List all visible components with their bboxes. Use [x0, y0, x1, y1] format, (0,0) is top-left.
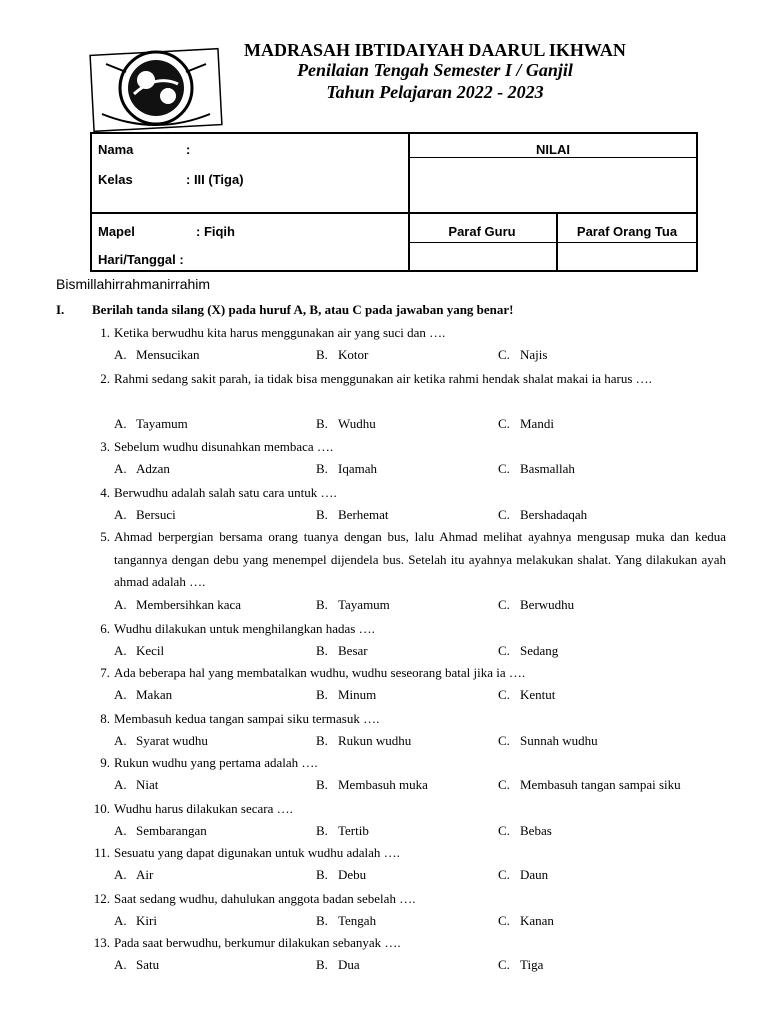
option-letter: A.: [114, 957, 127, 972]
nama-colon: :: [186, 142, 191, 157]
option-letter: B.: [316, 777, 328, 792]
question-item: [86, 888, 726, 911]
option-text: Bershadaqah: [520, 507, 588, 522]
answer-option[interactable]: [316, 687, 376, 703]
option-text: Najis: [520, 347, 548, 362]
option-letter: B.: [316, 823, 328, 838]
option-letter: C.: [498, 416, 510, 431]
option-text: Debu: [338, 867, 367, 882]
question-text: Membasuh kedua tangan sampai siku termasuk ….: [114, 711, 380, 726]
option-text: Basmallah: [520, 461, 575, 476]
mapel-value: : Fiqih: [196, 224, 235, 239]
option-letter: C.: [498, 777, 510, 792]
question-number: 5.: [100, 529, 110, 544]
option-text: Berwudhu: [520, 597, 575, 612]
question-text: Rahmi sedang sakit parah, ia tidak bisa menggunakan air ketika rahmi hendak shalat makai ia harus ….: [114, 371, 652, 386]
option-text: Berhemat: [338, 507, 389, 522]
answer-option[interactable]: [498, 823, 552, 839]
answer-option[interactable]: [316, 867, 366, 883]
question-item: [86, 526, 726, 594]
question-item: [86, 662, 726, 685]
option-text: Niat: [136, 777, 159, 792]
answer-option[interactable]: [498, 957, 543, 973]
option-text: Tengah: [338, 913, 377, 928]
option-letter: C.: [498, 347, 510, 362]
option-letter: A.: [114, 687, 127, 702]
question-text: Berwudhu adalah salah satu cara untuk ….: [114, 485, 337, 500]
option-letter: B.: [316, 643, 328, 658]
option-text: Syarat wudhu: [136, 733, 208, 748]
option-letter: C.: [498, 867, 510, 882]
question-text: Rukun wudhu yang pertama adalah ….: [114, 755, 318, 770]
academic-year: Tahun Pelajaran 2022 - 2023: [326, 82, 544, 102]
answer-option[interactable]: [498, 733, 598, 749]
option-text: Tayamum: [136, 416, 188, 431]
question-number: 12.: [93, 891, 110, 906]
answer-option[interactable]: [498, 913, 554, 929]
question-number: 10.: [93, 801, 110, 816]
question-item: [86, 618, 726, 641]
option-text: Bersuci: [136, 507, 176, 522]
answer-option[interactable]: [114, 461, 170, 477]
option-letter: C.: [498, 687, 510, 702]
option-letter: A.: [114, 733, 127, 748]
option-letter: C.: [498, 823, 510, 838]
school-name: MADRASAH IBTIDAIYAH DAARUL IKHWAN: [244, 40, 626, 60]
option-text: Rukun wudhu: [338, 733, 412, 748]
option-text: Membasuh muka: [338, 777, 428, 792]
answer-option[interactable]: [114, 687, 172, 703]
option-letter: C.: [498, 913, 510, 928]
question-item: [86, 482, 726, 505]
option-text: Air: [136, 867, 154, 882]
answer-option[interactable]: [498, 867, 548, 883]
option-text: Kiri: [136, 913, 157, 928]
answer-option[interactable]: [316, 823, 369, 839]
option-letter: A.: [114, 913, 127, 928]
option-letter: A.: [114, 643, 127, 658]
option-text: Besar: [338, 643, 368, 658]
option-letter: B.: [316, 733, 328, 748]
option-letter: A.: [114, 597, 127, 612]
question-number: 1.: [100, 325, 110, 340]
question-text: Pada saat berwudhu, berkumur dilakukan sebanyak ….: [114, 935, 401, 950]
option-text: Kanan: [520, 913, 554, 928]
mapel-label: Mapel: [98, 224, 135, 239]
answer-option[interactable]: [316, 461, 377, 477]
answer-option[interactable]: [498, 687, 555, 703]
paraf-orang-tua-label: Paraf Orang Tua: [576, 224, 678, 239]
question-text: Wudhu dilakukan untuk menghilangkan hadas ….: [114, 621, 375, 636]
option-text: Mandi: [520, 416, 554, 431]
option-letter: C.: [498, 643, 510, 658]
option-text: Satu: [136, 957, 160, 972]
answer-option[interactable]: [114, 777, 158, 793]
hari-tanggal-label: Hari/Tanggal :: [98, 252, 184, 267]
answer-option[interactable]: [498, 416, 554, 432]
question-item: [86, 932, 726, 955]
answer-option[interactable]: [316, 733, 411, 749]
option-letter: A.: [114, 347, 127, 362]
nilai-label: NILAI: [536, 142, 570, 157]
option-letter: A.: [114, 867, 127, 882]
answer-option[interactable]: [498, 507, 587, 523]
answer-option[interactable]: [316, 913, 376, 929]
exam-title: Penilaian Tengah Semester I / Ganjil: [297, 60, 573, 80]
option-letter: B.: [316, 461, 328, 476]
question-text: Saat sedang wudhu, dahulukan anggota badan sebelah ….: [114, 891, 416, 906]
option-letter: C.: [498, 733, 510, 748]
question-item: [86, 752, 726, 775]
option-text: Minum: [338, 687, 377, 702]
answer-option[interactable]: [114, 823, 207, 839]
answer-option[interactable]: [316, 957, 360, 973]
answer-option[interactable]: [498, 597, 574, 613]
option-text: Dua: [338, 957, 360, 972]
section-instruction: [56, 302, 514, 318]
option-letter: B.: [316, 687, 328, 702]
nama-label: Nama: [98, 142, 134, 157]
option-letter: A.: [114, 461, 127, 476]
question-text: Ketika berwudhu kita harus menggunakan air yang suci dan ….: [114, 325, 446, 340]
answer-option[interactable]: [114, 507, 176, 523]
question-item: [86, 708, 726, 731]
answer-option[interactable]: [316, 777, 428, 793]
option-text: Tertib: [338, 823, 369, 838]
question-number: 9.: [100, 755, 110, 770]
option-text: Kentut: [520, 687, 556, 702]
kelas-value: : III (Tiga): [186, 172, 244, 187]
option-text: Membersihkan kaca: [136, 597, 242, 612]
question-text: Sebelum wudhu disunahkan membaca ….: [114, 439, 334, 454]
kelas-label: Kelas: [98, 172, 133, 187]
option-text: Kotor: [338, 347, 369, 362]
answer-option[interactable]: [498, 643, 558, 659]
option-letter: A.: [114, 777, 127, 792]
question-number: 13.: [93, 935, 110, 950]
option-letter: B.: [316, 867, 328, 882]
question-number: 7.: [100, 665, 110, 680]
answer-option[interactable]: [316, 347, 368, 363]
question-text: Sesuatu yang dapat digunakan untuk wudhu adalah ….: [114, 845, 400, 860]
answer-option[interactable]: [114, 643, 164, 659]
option-text: Bebas: [520, 823, 552, 838]
paraf-guru-label: Paraf Guru: [448, 224, 516, 239]
question-number: 8.: [100, 711, 110, 726]
question-number: 11.: [94, 845, 110, 860]
answer-option[interactable]: [498, 347, 547, 363]
option-text: Iqamah: [338, 461, 377, 476]
question-number: 4.: [100, 485, 110, 500]
option-letter: C.: [498, 461, 510, 476]
answer-option[interactable]: [114, 733, 208, 749]
option-text: Tayamum: [338, 597, 390, 612]
question-text: Ahmad berpergian bersama orang tuanya dengan bus, lalu Ahmad melihat ayahnya mengusap muka dan kedua tangannya dengan debu yang menempel dijendela bus. Setelah itu ayahnya melakukan shalat. Yang dilakukan ayah ahmad adalah ….: [114, 529, 726, 589]
option-letter: A.: [114, 507, 127, 522]
option-text: Mensucikan: [136, 347, 200, 362]
answer-option[interactable]: [114, 347, 200, 363]
bismillah: Bismillahirrahmanirrahim: [56, 276, 211, 292]
student-identity-box: [90, 132, 698, 272]
question-item: [86, 368, 726, 391]
instruction-text: Berilah tanda silang (X) pada huruf A, B, atau C pada jawaban yang benar!: [92, 302, 514, 317]
question-item: [86, 842, 726, 865]
question-item: [86, 798, 726, 821]
answer-option[interactable]: [316, 507, 389, 523]
question-item: [86, 436, 726, 459]
answer-option[interactable]: [114, 867, 153, 883]
question-text: Ada beberapa hal yang membatalkan wudhu, wudhu seseorang batal jika ia ….: [114, 665, 526, 680]
option-letter: B.: [316, 416, 328, 431]
option-letter: C.: [498, 507, 510, 522]
answer-option[interactable]: [316, 416, 376, 432]
option-text: Kecil: [136, 643, 165, 658]
option-text: Sedang: [520, 643, 559, 658]
question-item: [86, 322, 726, 345]
answer-option[interactable]: [114, 416, 188, 432]
answer-option[interactable]: [316, 643, 368, 659]
option-text: Membasuh tangan sampai siku: [520, 777, 681, 792]
option-text: Makan: [136, 687, 173, 702]
option-letter: B.: [316, 957, 328, 972]
answer-option[interactable]: [114, 913, 157, 929]
answer-option[interactable]: [498, 461, 575, 477]
question-number: 2.: [100, 371, 110, 386]
answer-option[interactable]: [114, 957, 159, 973]
option-letter: A.: [114, 416, 127, 431]
option-letter: A.: [114, 823, 127, 838]
option-text: Sunnah wudhu: [520, 733, 598, 748]
option-letter: B.: [316, 347, 328, 362]
option-letter: C.: [498, 957, 510, 972]
question-number: 3.: [100, 439, 110, 454]
option-text: Sembarangan: [136, 823, 207, 838]
option-letter: C.: [498, 597, 510, 612]
answer-option[interactable]: [316, 597, 390, 613]
answer-option[interactable]: [498, 777, 681, 793]
option-text: Adzan: [136, 461, 170, 476]
option-text: Wudhu: [338, 416, 376, 431]
question-text: Wudhu harus dilakukan secara ….: [114, 801, 293, 816]
option-letter: B.: [316, 913, 328, 928]
option-text: Daun: [520, 867, 549, 882]
question-number: 6.: [100, 621, 110, 636]
option-letter: B.: [316, 597, 328, 612]
option-letter: B.: [316, 507, 328, 522]
answer-option[interactable]: [114, 597, 241, 613]
section-numeral: I.: [56, 302, 65, 317]
option-text: Tiga: [520, 957, 544, 972]
